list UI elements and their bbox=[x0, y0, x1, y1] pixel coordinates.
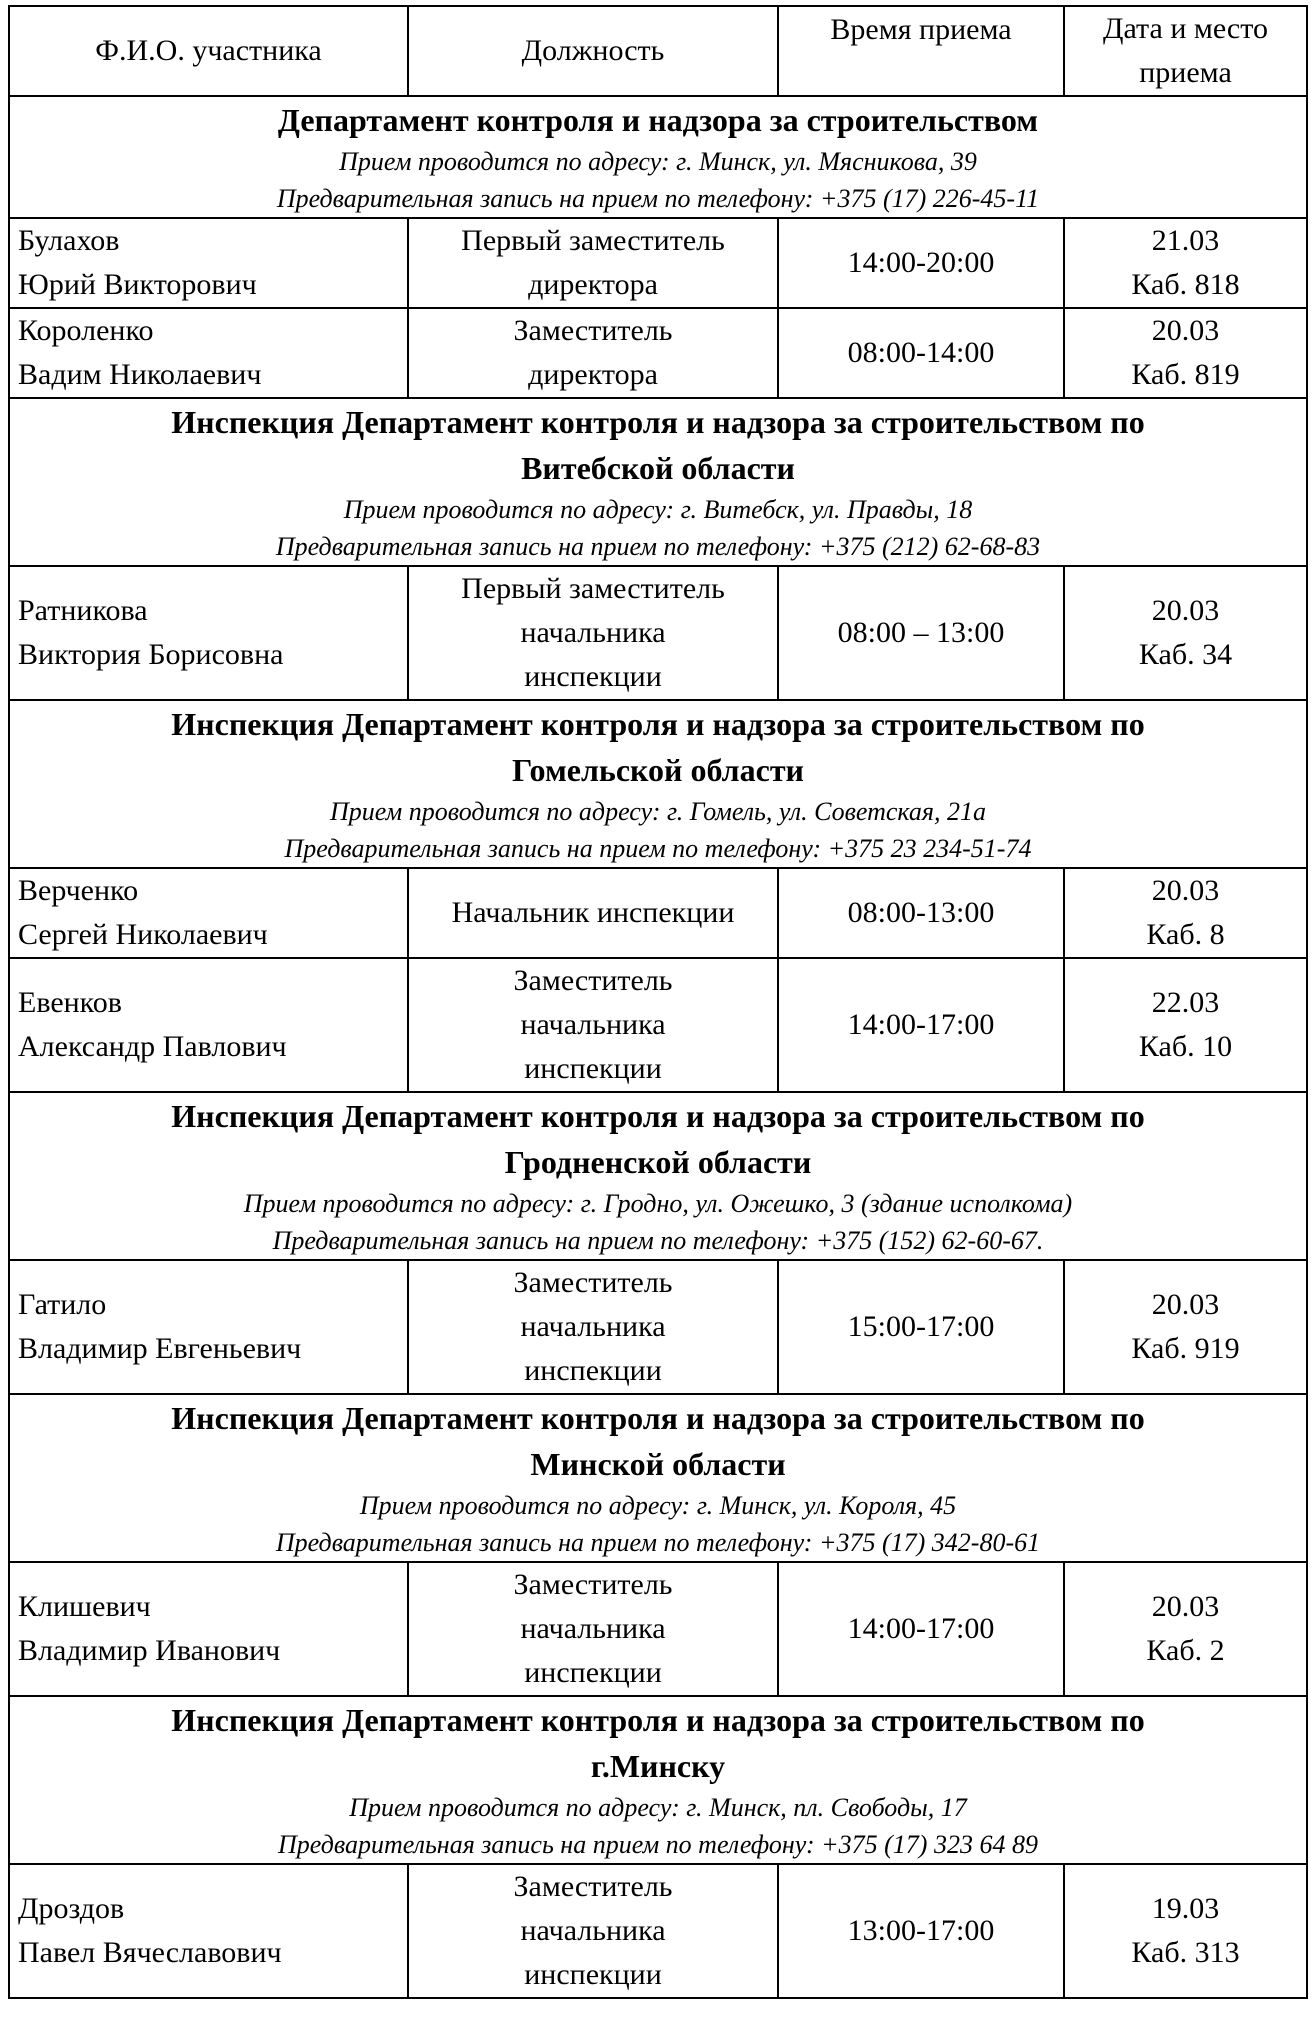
person-position-line: Заместитель bbox=[513, 1870, 673, 1903]
reception-date-place bbox=[1064, 868, 1307, 958]
section-address: Прием проводится по адресу: г. Минск, ул. Короля, 45 bbox=[359, 1491, 957, 1520]
section-address: Прием проводится по адресу: г. Минск, пл. Свободы, 17 bbox=[349, 1793, 967, 1822]
header-name: Ф.И.О. участника bbox=[9, 6, 408, 96]
reception-date-place bbox=[1064, 1562, 1307, 1696]
person-position-line: Заместитель bbox=[513, 964, 673, 997]
header-date-place-line: Дата и место bbox=[1103, 12, 1268, 45]
reception-time: 14:00-17:00 bbox=[778, 958, 1064, 1092]
person-name-line: Александр Павлович bbox=[18, 1030, 287, 1063]
person-row bbox=[9, 958, 1307, 1092]
section-phone: Предварительная запись на прием по телефону: +375 (212) 62-68-83 bbox=[275, 532, 1041, 561]
person-row bbox=[9, 308, 1307, 398]
person-name-line: Владимир Евгеньевич bbox=[18, 1332, 302, 1365]
reception-date: 20.03 bbox=[1151, 1288, 1220, 1321]
person-name-line: Гатило bbox=[18, 1288, 107, 1321]
person-position-line: Первый заместитель bbox=[461, 224, 725, 257]
section-title: Витебской области bbox=[521, 450, 795, 486]
section-title: Минской области bbox=[530, 1446, 786, 1482]
person-row bbox=[9, 1864, 1307, 1998]
person-name bbox=[9, 218, 408, 308]
reception-room: Каб. 2 bbox=[1146, 1634, 1225, 1667]
reception-date-place bbox=[1064, 958, 1307, 1092]
section-header bbox=[9, 96, 1307, 218]
section-header bbox=[9, 700, 1307, 868]
person-row bbox=[9, 1260, 1307, 1394]
person-position-line: инспекции bbox=[524, 660, 662, 693]
person-name bbox=[9, 1260, 408, 1394]
reception-room: Каб. 818 bbox=[1131, 268, 1240, 301]
section-header-row bbox=[9, 398, 1307, 566]
reception-date-place bbox=[1064, 1864, 1307, 1998]
section-header-row bbox=[9, 96, 1307, 218]
table-header-row bbox=[9, 6, 1307, 96]
person-name bbox=[9, 1562, 408, 1696]
person-row bbox=[9, 566, 1307, 700]
person-position bbox=[408, 308, 778, 398]
reception-schedule-table bbox=[8, 5, 1308, 1999]
person-name bbox=[9, 1864, 408, 1998]
person-name bbox=[9, 566, 408, 700]
reception-time: 15:00-17:00 bbox=[778, 1260, 1064, 1394]
person-position bbox=[408, 868, 778, 958]
header-date-place-line: приема bbox=[1139, 56, 1232, 89]
person-position-line: инспекции bbox=[524, 1656, 662, 1689]
section-title: Инспекция Департамент контроля и надзора за строительством по bbox=[171, 404, 1145, 440]
person-name-line: Дроздов bbox=[18, 1892, 125, 1925]
person-position-line: начальника bbox=[520, 1612, 666, 1645]
person-position-line: начальника bbox=[520, 616, 666, 649]
reception-date-place bbox=[1064, 218, 1307, 308]
person-position-line: начальника bbox=[520, 1914, 666, 1947]
reception-room: Каб. 10 bbox=[1138, 1030, 1233, 1063]
section-title: Департамент контроля и надзора за строительством bbox=[277, 102, 1039, 138]
person-position-line: инспекции bbox=[524, 1958, 662, 1991]
person-name-line: Короленко bbox=[18, 314, 154, 347]
section-title: Гомельской области bbox=[512, 752, 804, 788]
person-position-line: Начальник инспекции bbox=[451, 896, 735, 929]
section-title: Инспекция Департамент контроля и надзора за строительством по bbox=[171, 706, 1145, 742]
person-name-line: Вадим Николаевич bbox=[18, 358, 262, 391]
section-address: Прием проводится по адресу: г. Минск, ул. Мясникова, 39 bbox=[339, 147, 977, 176]
person-name bbox=[9, 958, 408, 1092]
person-row bbox=[9, 218, 1307, 308]
reception-time: 08:00-14:00 bbox=[778, 308, 1064, 398]
reception-date: 20.03 bbox=[1151, 594, 1220, 627]
person-name-line: Ратникова bbox=[18, 594, 148, 627]
reception-date: 20.03 bbox=[1151, 874, 1220, 907]
person-position-line: Заместитель bbox=[513, 1568, 673, 1601]
reception-room: Каб. 8 bbox=[1146, 918, 1225, 951]
person-row bbox=[9, 868, 1307, 958]
person-name bbox=[9, 308, 408, 398]
reception-room: Каб. 819 bbox=[1131, 358, 1240, 391]
section-header bbox=[9, 1394, 1307, 1562]
section-address: Прием проводится по адресу: г. Гродно, ул. Ожешко, 3 (здание исполкома) bbox=[243, 1189, 1073, 1218]
person-position-line: начальника bbox=[520, 1310, 666, 1343]
section-header bbox=[9, 1696, 1307, 1864]
section-header bbox=[9, 1092, 1307, 1260]
person-row bbox=[9, 1562, 1307, 1696]
person-name-line: Виктория Борисовна bbox=[18, 638, 284, 671]
reception-time: 13:00-17:00 bbox=[778, 1864, 1064, 1998]
person-position bbox=[408, 1260, 778, 1394]
section-title: Гродненской области bbox=[504, 1144, 812, 1180]
person-name-line: Евенков bbox=[18, 986, 122, 1019]
reception-time: 08:00 – 13:00 bbox=[778, 566, 1064, 700]
section-header-row bbox=[9, 1696, 1307, 1864]
person-position bbox=[408, 1562, 778, 1696]
section-phone: Предварительная запись на прием по телефону: +375 (152) 62-60-67. bbox=[272, 1226, 1044, 1255]
person-name-line: Юрий Викторович bbox=[18, 268, 257, 301]
section-title: Инспекция Департамент контроля и надзора за строительством по bbox=[171, 1400, 1145, 1436]
section-phone: Предварительная запись на прием по телефону: +375 (17) 323 64 89 bbox=[278, 1830, 1038, 1859]
person-position bbox=[408, 218, 778, 308]
header-time: Время приема bbox=[778, 6, 1064, 96]
person-position-line: Первый заместитель bbox=[461, 572, 725, 605]
reception-date: 21.03 bbox=[1151, 224, 1220, 257]
reception-date: 22.03 bbox=[1151, 986, 1220, 1019]
person-position bbox=[408, 1864, 778, 1998]
reception-date-place bbox=[1064, 1260, 1307, 1394]
section-address: Прием проводится по адресу: г. Витебск, ул. Правды, 18 bbox=[343, 495, 973, 524]
person-position-line: директора bbox=[528, 358, 658, 391]
reception-room: Каб. 34 bbox=[1138, 638, 1233, 671]
header-position: Должность bbox=[408, 6, 778, 96]
person-name-line: Булахов bbox=[18, 224, 120, 257]
person-name bbox=[9, 868, 408, 958]
person-position-line: Заместитель bbox=[513, 1266, 673, 1299]
person-position bbox=[408, 958, 778, 1092]
reception-date: 19.03 bbox=[1151, 1892, 1220, 1925]
section-title: Инспекция Департамент контроля и надзора за строительством по bbox=[171, 1702, 1145, 1738]
section-title: Инспекция Департамент контроля и надзора за строительством по bbox=[171, 1098, 1145, 1134]
person-name-line: Верченко bbox=[18, 874, 139, 907]
reception-date-place bbox=[1064, 566, 1307, 700]
section-phone: Предварительная запись на прием по телефону: +375 (17) 342-80-61 bbox=[275, 1528, 1041, 1557]
reception-time: 08:00-13:00 bbox=[778, 868, 1064, 958]
reception-date: 20.03 bbox=[1151, 314, 1220, 347]
section-header-row bbox=[9, 700, 1307, 868]
section-address: Прием проводится по адресу: г. Гомель, ул. Советская, 21а bbox=[330, 797, 986, 826]
section-title: г.Минску bbox=[590, 1748, 726, 1784]
person-name-line: Павел Вячеславович bbox=[18, 1936, 282, 1969]
reception-room: Каб. 313 bbox=[1131, 1936, 1240, 1969]
header-date-place bbox=[1064, 6, 1307, 96]
person-name-line: Сергей Николаевич bbox=[18, 918, 268, 951]
person-position-line: начальника bbox=[520, 1008, 666, 1041]
person-position-line: Заместитель bbox=[513, 314, 673, 347]
section-phone: Предварительная запись на прием по телефону: +375 23 234-51-74 bbox=[284, 834, 1032, 863]
section-phone: Предварительная запись на прием по телефону: +375 (17) 226-45-11 bbox=[276, 184, 1040, 213]
person-position bbox=[408, 566, 778, 700]
reception-time: 14:00-17:00 bbox=[778, 1562, 1064, 1696]
person-position-line: директора bbox=[528, 268, 658, 301]
person-name-line: Клишевич bbox=[18, 1590, 151, 1623]
person-position-line: инспекции bbox=[524, 1354, 662, 1387]
section-header bbox=[9, 398, 1307, 566]
person-name-line: Владимир Иванович bbox=[18, 1634, 281, 1667]
section-header-row bbox=[9, 1092, 1307, 1260]
reception-room: Каб. 919 bbox=[1131, 1332, 1240, 1365]
reception-time: 14:00-20:00 bbox=[778, 218, 1064, 308]
reception-date: 20.03 bbox=[1151, 1590, 1220, 1623]
person-position-line: инспекции bbox=[524, 1052, 662, 1085]
section-header-row bbox=[9, 1394, 1307, 1562]
reception-date-place bbox=[1064, 308, 1307, 398]
